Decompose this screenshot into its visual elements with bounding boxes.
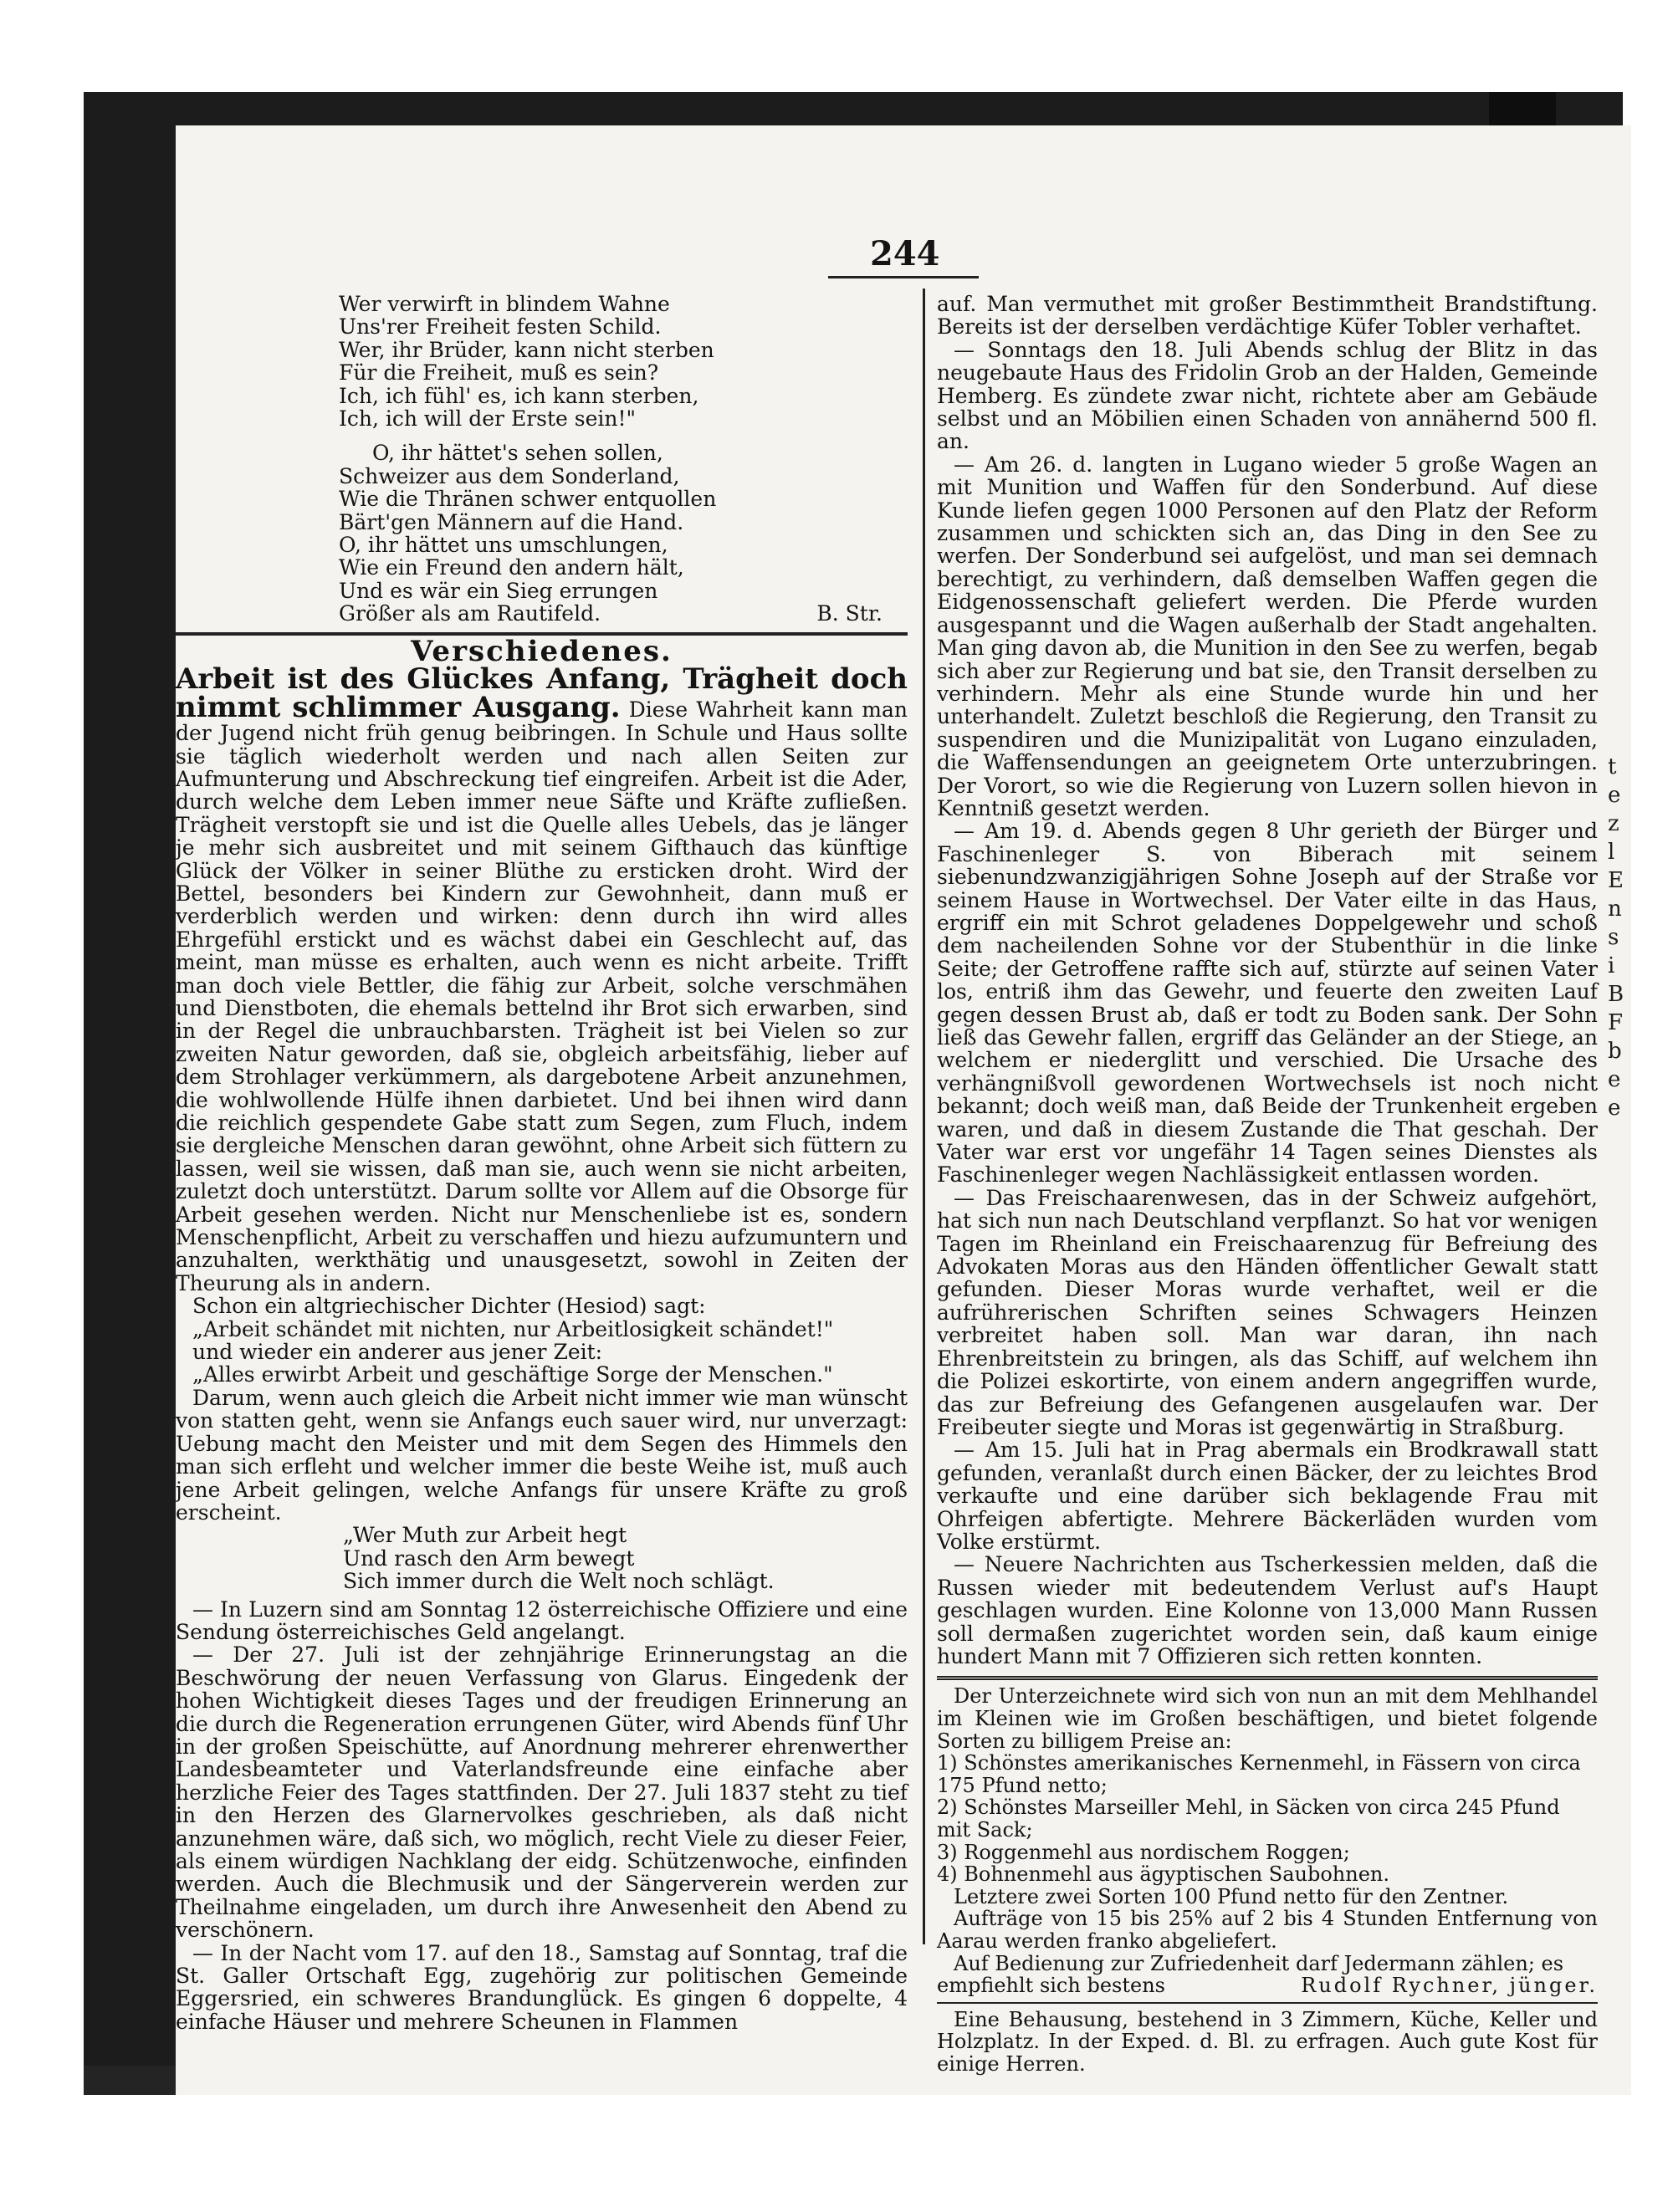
poem-line: Wer verwirft in blindem Wahne [339, 292, 670, 316]
advert-signature-prefix: empfiehlt sich bestens [937, 1974, 1165, 1998]
edge-fragment: e [1608, 1096, 1621, 1121]
poem-line: Bärt'gen Männern auf die Hand. [339, 509, 684, 534]
advert-note: Letztere zwei Sorten 100 Pfund netto für den Zentner. [954, 1884, 1509, 1908]
right-column [937, 293, 1598, 2075]
poem-author: B. Str. [816, 601, 883, 626]
news-item: — Am 15. Juli hat in Prag abermals ein Brodkrawall statt gefunden, veranlaßt durch einen Bäcker, der zu leichtes Brod verkaufte und eine darüber sich beklagende Frau mit Ohrfeigen abfertigte. Mehrere Bäckerläden wurden vom Volke erstürmt. [937, 1438, 1598, 1554]
poem-line: Schweizer aus dem Sonderland, [339, 463, 680, 488]
poem-line: Ich, ich will der Erste sein!" [339, 406, 637, 432]
verse-line: Und rasch den Arm bewegt [343, 1545, 635, 1571]
page-number: 244 [870, 234, 940, 273]
advert-rule [937, 1676, 1598, 1680]
advert-rule [937, 2002, 1598, 2004]
advert-list-item: 3) Roggenmehl aus nordischem Roggen; [937, 1840, 1350, 1864]
poem-line: Ich, ich fühl' es, ich kann sterben, [339, 383, 699, 408]
edge-fragment: z [1608, 811, 1619, 836]
adjacent-page-fragments [1608, 753, 1626, 1122]
poem-stanza-1 [339, 293, 908, 430]
advert-delivery: Aufträge von 15 bis 25% auf 2 bis 4 Stunden Entfernung von Aarau werden franko abgeliefert. [937, 1907, 1598, 1953]
advert-closing: Auf Bedienung zur Zufriedenheit darf Jedermann zählen; es [954, 1951, 1564, 1975]
article-paragraph: Diese Wahrheit kann man der Jugend nicht früh genug beibringen. In Schule und Haus sollte sie täglich wiederholt werden und nach allen Seiten zur Aufmunterung und Abschreckung tief eingreifen. Arbeit ist die Ader, durch welche dem Leben immer neue Säfte und Kräfte zufließen. Trägheit verstopft sie und ist die Quelle alles Uebels, das je länger je mehr sich ausbreitet und mit seinem Gifthauch das künftige Glück der Völker in seiner Blüthe zu ersticken droht. Wird der Bettel, besonders bei Kindern zur Gewohnheit, dann muß er verderblich werden und wirken: denn durch ihn wird alles Ehrgefühl erstickt und es wächst dabei ein Geschlecht auf, das meint, man müsse es erhalten, auch wenn es nicht arbeite. Trifft man doch viele Bettler, die fähig zur Arbeit, solche verschmähen und Dienstboten, die ehemals bettelnd ihr Brot sich erwarben, sind in der Regel die unbrauchbarsten. Trägheit ist bei Vielen so zur zweiten Natur geworden, daß sie, obgleich arbeitsfähig, lieber auf dem Strohlager verkümmern, als dargebotene Arbeit anzunehmen, die wohlwollende Hülfe ihnen darbietet. Und bei ihnen wird dann die reichlich gespendete Gabe statt zum Segen, zum Fluch, indem sie dergleiche Menschen daran gewöhnt, ohne Arbeit sich füttern zu lassen, weil sie wissen, daß man sie, auch wenn sie nicht arbeiten, zuletzt doch unterstützt. Darum sollte vor Allem auf die Obsorge für Arbeit gesehen werden. Nicht nur Menschenliebe ist es, sondern Menschenpflicht, Arbeit zu verschaffen und hiezu aufzumuntern und anzuhalten, werkthätig und unausgesetzt, sowohl in Zeiten der Theurung als in andern. [176, 697, 908, 1295]
edge-fragment: b [1608, 1039, 1622, 1064]
edge-fragment: s [1608, 925, 1619, 950]
poem-line: Für die Freiheit, muß es sein? [339, 360, 659, 386]
article-headline: Arbeit ist des Glückes Anfang, Trägheit doch nimmt schlimmer Ausgang. [176, 662, 908, 725]
poem-line: Wie die Thränen schwer entquollen [339, 487, 717, 512]
advert-flour [937, 1685, 1598, 1996]
edge-fragment: n [1608, 897, 1622, 922]
verse [343, 1524, 908, 1592]
edge-fragment: F [1608, 1010, 1624, 1035]
edge-fragment: e [1608, 1067, 1621, 1092]
article-paragraph: und wieder ein anderer aus jener Zeit: [192, 1340, 603, 1365]
article-paragraph: Schon ein altgriechischer Dichter (Hesiod) sagt: [192, 1294, 706, 1319]
edge-fragment: E [1608, 868, 1624, 893]
edge-fragment: e [1608, 783, 1621, 808]
quotation: „Alles erwirbt Arbeit und geschäftige Sorge der Menschen." [192, 1362, 833, 1387]
poem-line: Wer, ihr Brüder, kann nicht sterben [339, 337, 714, 362]
edge-fragment: t [1608, 754, 1617, 779]
news-item: — Der 27. Juli ist der zehnjährige Erinnerungstag an die Beschwörung der neuen Verfassung von Glarus. Eingedenk der hohen Wichtigkeit dieses Tages und der freudigen Erinnerung an die durch die Regeneration errungenen Güter, wird Abends fünf Uhr in der großen Speischütte, auf Anordnung mehrerer ehrenwerther Landesbeamteter und Vaterlandsfreunde eine einfache aber herzliche Feier des Tages stattfinden. Der 27. Juli 1837 steht zu tief in den Herzen des Glarnervolkes geschrieben, als daß nicht anzunehmen wäre, daß sich, wo möglich, recht Viele zu dieser Feier, als einem würdigen Nachklang der eidg. Schützenwoche, einfinden werden. Auch die Blechmusik und der Sängerverein werden zur Theilnahme eingeladen, um durch ihre Anwesenheit den Abend zu verschönern. [176, 1642, 908, 1943]
quotation: „Arbeit schändet mit nichten, nur Arbeitlosigkeit schändet!" [192, 1316, 834, 1341]
article-paragraph: Darum, wenn auch gleich die Arbeit nicht immer wie man wünscht von statten geht, wenn sie Anfangs euch sauer wird, nur unverzagt: Uebung macht den Meister und mit dem Segen des Himmels den man sich erfleht und welcher immer die beste Weihe ist, muß auch jene Arbeit gelingen, welche Anfangs für unsere Kräfte zu groß erscheint. [176, 1385, 908, 1525]
poem [176, 293, 908, 626]
poem-line: Und es wär ein Sieg errungen [339, 578, 658, 603]
news-item: — Am 19. d. Abends gegen 8 Uhr gerieth der Bürger und Faschinenleger S. von Biberach mit seinem siebenundzwanzigjährigen Sohne Joseph auf der Straße vor seinem Hause in Wortwechsel. Der Vater eilte in das Haus, ergriff ein mit Schrot geladenes Doppelgewehr und schoß dem nacheilenden Sohne vor der Stubenthür in die linke Seite; der Getroffene raffte sich auf, stürzte auf seinen Vater los, entriß ihm das Gewehr, und feuerte den zweiten Lauf gegen dessen Brust ab, daß er todt zu Boden sank. Der Sohn ließ das Gewehr fallen, ergriff das Geländer an der Stiege, an welchem er niederglitt und verschied. Die Ursache des verhängnißvoll gewordenen Wortwechsels ist noch nicht bekannt; doch weiß man, daß Beide der Trunkenheit ergeben waren, und daß in diesem Zustande die That geschah. Der Vater war erst vor ungefähr 14 Tagen seines Dienstes als Faschinenleger wegen Nachlässigkeit entlassen worden. [937, 819, 1598, 1188]
advert-list-item: 1) Schönstes amerikanisches Kernenmehl, in Fässern von circa 175 Pfund netto; [937, 1751, 1581, 1797]
poem-line: O, ihr hättet's sehen sollen, [372, 441, 663, 466]
edge-fragment: B [1608, 982, 1624, 1007]
poem-line: Wie ein Freund den andern hält, [339, 555, 684, 580]
advert-list-item: 2) Schönstes Marseiller Mehl, in Säcken von circa 245 Pfund mit Sack; [937, 1796, 1560, 1842]
edge-fragment: l [1608, 840, 1615, 865]
advert-signature-line [937, 1974, 1598, 1997]
advert-signature: Rudolf Rychner, jünger. [1301, 1974, 1598, 1998]
news-item: — Neuere Nachrichten aus Tscherkessien melden, daß die Russen wieder mit bedeutendem Verlust auf's Haupt geschlagen wurden. Eine Kolonne von 13,000 Mann Russen soll dermaßen zugerichtet worden sein, daß kaum einige hundert Mann mit 7 Offizieren sich retten konnten. [937, 1552, 1598, 1668]
left-column [176, 293, 908, 2033]
section-title: Verschiedenes. [411, 634, 673, 668]
edge-fragment: i [1608, 953, 1615, 978]
page-number-underline [828, 276, 979, 278]
news-item: — Sonntags den 18. Juli Abends schlug der Blitz in das neugebaute Haus des Fridolin Grob an der Halden, Gemeinde Hemberg. Es zündete zwar nicht, richtete aber am Gebäude selbst und an Möbilien einen Schaden von annähernd 500 fl. an. [937, 337, 1598, 454]
verse-line: „Wer Muth zur Arbeit hegt [343, 1523, 627, 1548]
column-divider [923, 289, 925, 1944]
news-item: — In der Nacht vom 17. auf den 18., Samstag auf Sonntag, traf die St. Galler Ortschaft Egg, zugehörig zur politischen Gemeinde Eggersried, ein schweres Brandunglück. Es gingen 6 doppelte, 4 einfache Häuser und mehrere Scheunen in Flammen [176, 1940, 908, 2034]
advert-text: Eine Behausung, bestehend in 3 Zimmern, Küche, Keller und Holzplatz. In der Exped. d. Bl. zu erfragen. Auch gute Kost für einige Herren. [937, 2007, 1598, 2076]
article-lead [176, 662, 908, 1295]
newspaper-page [176, 125, 1631, 2095]
news-item: auf. Man vermuthet mit großer Bestimmtheit Brandstiftung. Bereits ist der derselben verdächtige Küfer Tobler verhaftet. [937, 292, 1598, 340]
news-item: — Das Freischaarenwesen, das in der Schweiz aufgehört, hat sich nun nach Deutschland verpflanzt. So hat vor wenigen Tagen im Rheinland ein Freischaarenzug für Befreiung des Advokaten Moras aus den Händen öffentlicher Gewalt statt gefunden. Dieser Moras wurde verhaftet, weil er die aufrührerischen Schriften seines Schwagers Heinzen verbreitet haben soll. Man war daran, ihn nach Ehrenbreitstein zu bringen, als das Schiff, auf welchem ihn die Polizei eskortirte, von einem andern angegriffen wurde, das zur Befreiung des Gefangenen ausgelaufen war. Der Freibeuter siegte und Moras ist gegenwärtig in Straßburg. [937, 1185, 1598, 1439]
poem-line: Größer als am Rautifeld. [339, 601, 601, 626]
advert-intro: Der Unterzeichnete wird sich von nun an mit dem Mehlhandel im Kleinen wie im Großen beschäftigen, und bietet folgende Sorten zu billigem Preise an: [937, 1684, 1598, 1753]
advert-list [937, 1752, 1598, 1886]
advert-lodging [937, 2009, 1598, 2076]
advert-list-item: 4) Bohnenmehl aus ägyptischen Saubohnen. [937, 1862, 1389, 1887]
verse-line: Sich immer durch die Welt noch schlägt. [343, 1569, 775, 1594]
poem-line: Uns'rer Freiheit festen Schild. [339, 314, 662, 340]
poem-stanza-2 [339, 442, 908, 625]
poem-line: O, ihr hättet uns umschlungen, [339, 533, 668, 558]
news-item: — In Luzern sind am Sonntag 12 österreichische Offiziere und eine Sendung österreichisches Geld angelangt. [176, 1596, 908, 1644]
news-item: — Am 26. d. langten in Lugano wieder 5 große Wagen an mit Munition und Waffen für den Sonderbund. Auf diese Kunde liefen gegen 1000 Personen auf den Platz der Reform zusammen und schickten sich an, das Ding in den See zu werfen. Der Sonderbund sei aufgelöst, und man sei demnach berechtigt, zu verhindern, daß demselben Waffen gegen die Eidgenossenschaft geliefert werden. Die Pferde wurden ausgespannt und die Wagen außerhalb der Stadt angehalten. Man ging davon ab, die Munition in den See zu werfen, begab sich aber zur Regierung und bat sie, den Transit derselben zu verhindern. Mehr als eine Stunde wurde hin und her unterhandelt. Zuletzt beschloß die Regierung, den Transit zu suspendiren und die Munizipalität von Lugano einzuladen, die Waffensendungen an geeignetem Orte unterzubringen. Der Vorort, so wie die Regierung von Luzern sollen hievon in Kenntniß gesetzt werden. [937, 452, 1598, 820]
